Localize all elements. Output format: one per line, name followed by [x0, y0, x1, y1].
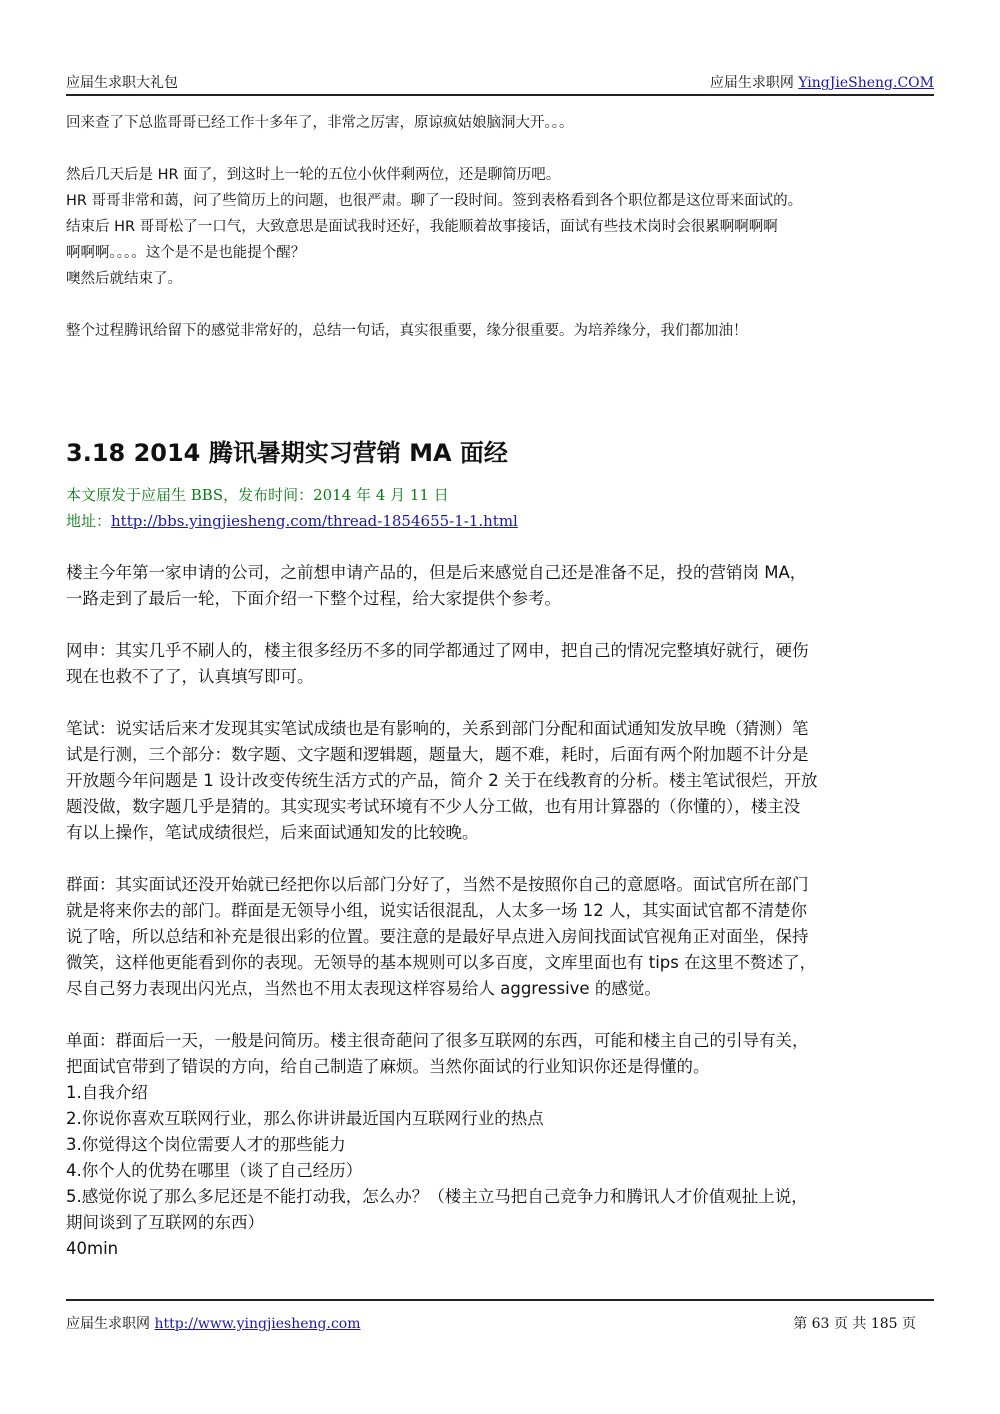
section-title: 3.18 2014 腾讯暑期实习营销 MA 面经 — [66, 439, 508, 467]
body-line: 尽自己努力表现出闪光点，当然也不用太表现这样容易给人 aggressive 的感觉。 — [66, 979, 661, 998]
page-number: 第 63 页 共 185 页 — [793, 1316, 916, 1332]
body-line: 试是行测，三个部分：数字题、文字题和逻辑题，题量大，题不难，耗时，后面有两个附加题不计分是 — [66, 745, 809, 764]
list-item: 期间谈到了互联网的东西） — [66, 1213, 264, 1232]
body-line: 有以上操作，笔试成绩很烂，后来面试通知发的比较晚。 — [66, 823, 479, 842]
address-line — [66, 508, 934, 534]
footer-site-link[interactable]: http://www.yingjiesheng.com — [154, 1316, 361, 1332]
body-line: 一路走到了最后一轮，下面介绍一下整个过程，给大家提供个参考。 — [66, 589, 561, 608]
intro-line: 然后几天后是 HR 面了，到这时上一轮的五位小伙伴剩两位，还是聊简历吧。 — [66, 167, 561, 183]
list-item: 5.感觉你说了那么多尼还是不能打动我，怎么办？（楼主立马把自己竞争力和腾讯人才价值观扯上说， — [66, 1187, 808, 1206]
list-item: 2.你说你喜欢互联网行业，那么你讲讲最近国内互联网行业的热点 — [66, 1109, 544, 1128]
address-label: 地址： — [66, 512, 112, 530]
footer-site-label: 应届生求职网 — [66, 1316, 155, 1332]
body-line: 笔试：说实话后来才发现其实笔试成绩也是有影响的，关系到部门分配和面试通知发放早晚（猜测）笔 — [66, 719, 809, 738]
header-site-label: 应届生求职网 — [709, 75, 799, 91]
intro-line: 结束后 HR 哥哥松了一口气，大致意思是面试我时还好，我能顺着故事接话，面试有些技术岗时会很累啊啊啊啊 — [66, 219, 778, 235]
body-line: 把面试官带到了错误的方向，给自己制造了麻烦。当然你面试的行业知识你还是得懂的。 — [66, 1057, 710, 1076]
intro-line: 啊啊啊。。。。这个是不是也能提个醒？ — [66, 245, 306, 261]
body-line: 楼主今年第一家申请的公司，之前想申请产品的，但是后来感觉自己还是准备不足，投的营销岗 MA， — [66, 563, 807, 582]
intro-line: 噢然后就结束了。 — [66, 271, 182, 287]
body-line: 现在也救不了了，认真填写即可。 — [66, 667, 314, 686]
list-item: 3.你觉得这个岗位需要人才的那些能力 — [66, 1135, 346, 1154]
page-content — [66, 110, 934, 1262]
body-line: 就是将来你去的部门。群面是无领导小组，说实话很混乱，人太多一场 12 人，其实面试官都不清楚你 — [66, 901, 807, 920]
body-line: 说了啥，所以总结和补充是很出彩的位置。要注意的是最好早点进入房间找面试官视角正对面坐，保持 — [66, 927, 809, 946]
header-site-link[interactable]: YingJieSheng.COM — [798, 75, 934, 91]
source-line: 本文原发于应届生 BBS，发布时间：2014 年 4 月 11 日 — [66, 486, 449, 504]
footer-site — [66, 1313, 361, 1333]
body-line: 群面：其实面试还没开始就已经把你以后部门分好了，当然不是按照你自己的意愿咯。面试官所在部门 — [66, 875, 809, 894]
intro-line: 回来查了下总监哥哥已经工作十多年了，非常之厉害，原谅疯姑娘脑洞大开。。。 — [66, 115, 574, 131]
list-item: 4.你个人的优势在哪里（谈了自己经历） — [66, 1161, 363, 1180]
list-item: 1.自我介绍 — [66, 1083, 148, 1102]
body-line: 题没做，数字题几乎是猜的。其实现实考试环境有不少人分工做，也有用计算器的（你懂的），楼主没 — [66, 797, 801, 816]
body-line: 开放题今年问题是 1 设计改变传统生活方式的产品，简介 2 关于在线教育的分析。楼主笔试很烂，开放 — [66, 771, 818, 790]
body-line: 单面：群面后一天，一般是问简历。楼主很奇葩问了很多互联网的东西，可能和楼主自己的引导有关， — [66, 1031, 809, 1050]
page-footer — [66, 1299, 934, 1332]
address-link[interactable]: http://bbs.yingjiesheng.com/thread-1854655-1-1.html — [111, 512, 518, 530]
intro-line: HR 哥哥非常和蔼，问了些简历上的问题，也很严肃。聊了一段时间。签到表格看到各个职位都是这位哥来面试的。 — [66, 193, 803, 209]
header-title: 应届生求职大礼包 — [66, 75, 178, 91]
body-line: 网申：其实几乎不刷人的，楼主很多经历不多的同学都通过了网申，把自己的情况完整填好就行，硬伤 — [66, 641, 809, 660]
page-header — [66, 72, 934, 96]
header-site — [710, 72, 934, 92]
body-line: 微笑，这样他更能看到你的表现。无领导的基本规则可以多百度，文库里面也有 tips 在这里不赘述了， — [66, 953, 817, 972]
intro-line: 整个过程腾讯给留下的感觉非常好的，总结一句话，真实很重要，缘分很重要。为培养缘分，我们都加油！ — [66, 323, 748, 339]
duration-text: 40min — [66, 1239, 119, 1258]
